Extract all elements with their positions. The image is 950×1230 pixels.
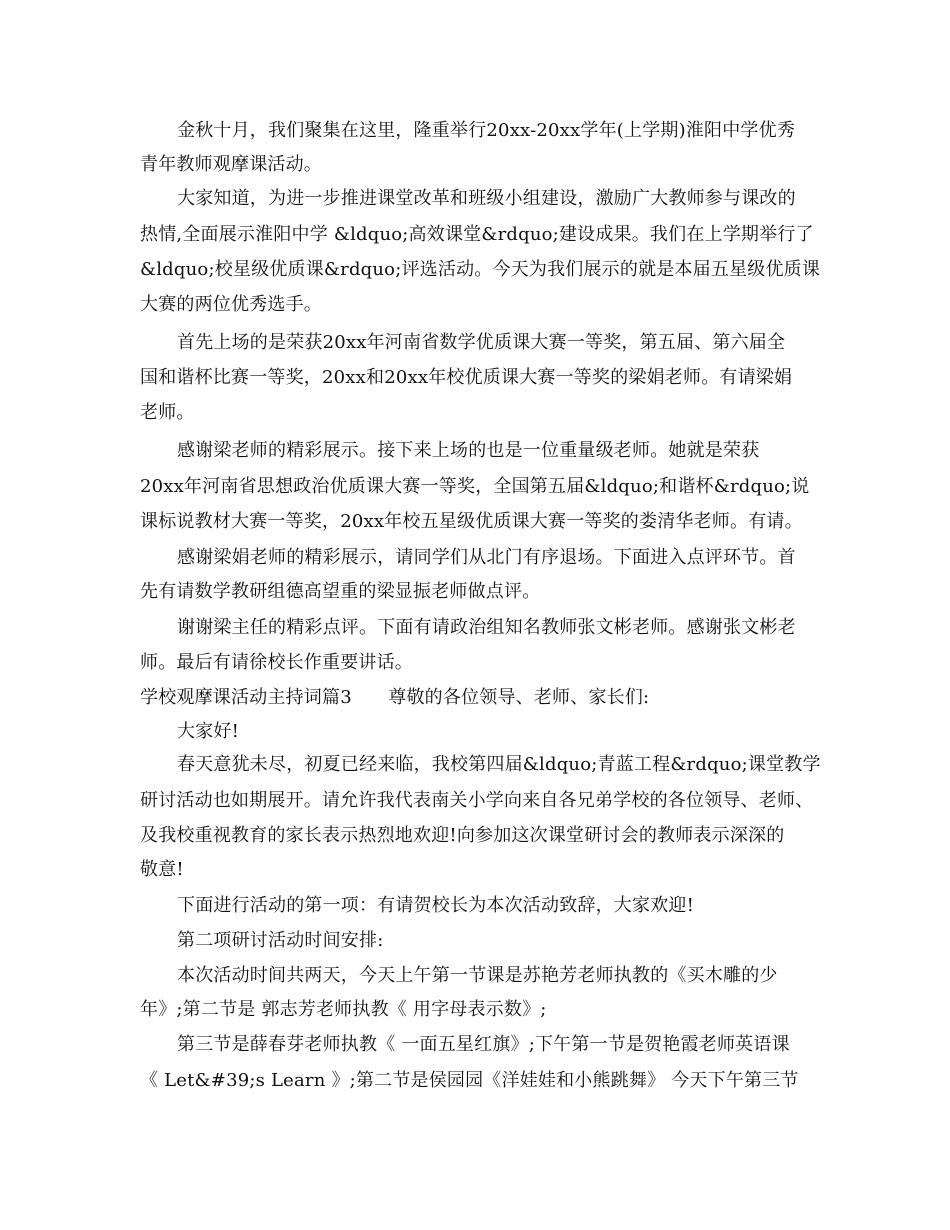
text-line: 老师。 [140,402,195,423]
text-line: &ldquo;校星级优质课&rdquo;评选活动。今天为我们展示的就是本届五星级优质课 [140,259,821,280]
text-line: 20xx年河南省思想政治优质课大赛一等奖，全国第五届&ldquo;和谐杯&rdquo;说 [140,476,810,497]
text-line: 感谢梁老师的精彩展示。接下来上场的也是一位重量级老师。她就是荣获 [177,440,760,461]
text-line: 本次活动时间共两天，今天上午第一节课是苏艳芳老师执教的《买木雕的少 [177,965,778,986]
text-line: 谢谢梁主任的精彩点评。下面有请政治组知名教师张文彬老师。感谢张文彬老 [177,617,796,638]
text-line: 先有请数学教研组德高望重的梁显振老师做点评。 [140,581,541,602]
text-line: 首先上场的是荣获20xx年河南省数学优质课大赛一等奖，第五届、第六届全 [177,332,786,353]
text-line: 及我校重视教育的家长表示热烈地欢迎!向参加这次课堂研讨会的教师表示深深的 [140,825,785,846]
text-line: 青年教师观摩课活动。 [140,154,322,175]
text-line: 金秋十月，我们聚集在这里，隆重举行20xx-20xx学年(上学期)淮阳中学优秀 [177,120,796,141]
section-heading-line: 学校观摩课活动主持词篇3 尊敬的各位领导、老师、家长们: [140,687,650,708]
text-line: 大赛的两位优秀选手。 [140,294,322,315]
text-line: 《 Let&#39;s Learn 》;第二节是侯园园《洋娃娃和小熊跳舞》 今天下午第三节 [140,1070,799,1091]
text-line: 大家知道，为进一步推进课堂改革和班级小组建设，激励广大教师参与课改的 [177,188,796,209]
text-line: 下面进行活动的第一项：有请贺校长为本次活动致辞，大家欢迎! [177,895,695,916]
text-line: 敬意! [140,859,184,880]
text-line: 国和谐杯比赛一等奖，20xx和20xx年校优质课大赛一等奖的梁娟老师。有请梁娟 [140,367,793,388]
text-line: 热情,全面展示淮阳中学 &ldquo;高效课堂&rdquo;建设成果。我们在上学期举行了 [140,224,814,245]
text-line: 感谢梁娟老师的精彩展示，请同学们从北门有序退场。下面进入点评环节。首 [177,547,796,568]
text-line: 春天意犹未尽，初夏已经来临，我校第四届&ldquo;青蓝工程&rdquo;课堂教学 [177,754,821,775]
text-line: 第二项研讨活动时间安排: [177,930,384,951]
text-line: 课标说教材大赛一等奖，20xx年校五星级优质课大赛一等奖的娄清华老师。有请。 [140,511,803,532]
text-line: 年》;第二节是 郭志芳老师执教《 用字母表示数》; [140,999,547,1020]
text-line: 师。最后有请徐校长作重要讲话。 [140,652,413,673]
text-line: 第三节是薛春芽老师执教《 一面五星红旗》;下午第一节是贺艳霞老师英语课 [177,1034,790,1055]
text-line: 研讨活动也如期展开。请允许我代表南关小学向来自各兄弟学校的各位领导、老师、 [140,790,814,811]
text-line: 大家好! [177,721,240,742]
